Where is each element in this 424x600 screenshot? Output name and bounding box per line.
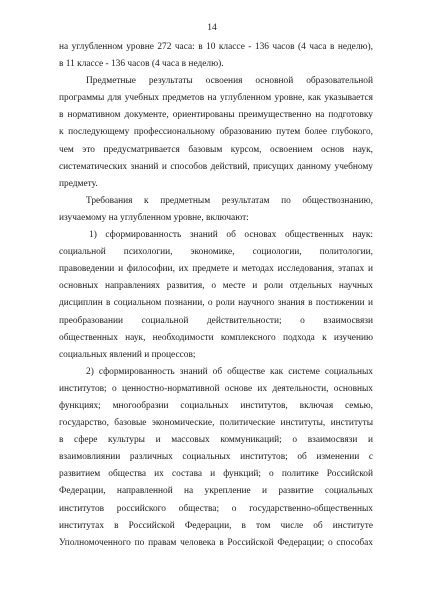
text-line: Предметные результаты освоения основной образовательной	[86, 76, 373, 87]
text-line: к последующему профессиональному образованию путем более глубокого,	[59, 127, 373, 138]
text-line: общественных наук, необходимости комплексного подхода к изучению	[59, 332, 373, 343]
text-line: основных направлениях развития, о месте и роли отдельных научных	[59, 281, 373, 292]
text-line: в 11 классе - 136 часов (4 часа в неделю).	[59, 59, 224, 70]
document-body	[59, 39, 373, 552]
text-line: чем это предусматривается базовым курсом, освоением основ наук,	[59, 144, 373, 155]
text-line: преобразовании социальной действительности; о взаимосвязи	[59, 315, 373, 326]
text-line: изучаемому на углубленном уровне, включают:	[59, 212, 249, 223]
text-line: институтов российского общества; о государственно-общественных	[59, 503, 373, 514]
text-line: на углубленном уровне 272 часа: в 10 классе - 136 часов (4 часа в неделю),	[59, 42, 373, 52]
text-line: институтах в Российской Федерации, в том числе об институте	[59, 520, 373, 531]
text-line: функциях; многообразии социальных институтов, включая семью,	[59, 400, 373, 411]
text-line: в сфере культуры и массовых коммуникаций; о взаимосвязи и	[59, 435, 373, 446]
text-line: 1) сформированность знаний об основах общественных наук:	[89, 230, 373, 241]
text-line: систематических знаний и способов действий, присущих данному учебному	[59, 161, 373, 172]
text-line: в нормативном документе, ориентированы преимущественно на подготовку	[59, 110, 373, 121]
text-line: дисциплин в социальном познании, о роли научного знания в постижении и	[59, 298, 373, 309]
text-line: Требования к предметным результатам по обществознанию,	[86, 195, 373, 206]
text-line: институтов; о ценностно-нормативной основе их деятельности, основных	[59, 383, 373, 394]
text-line: развитием общества их состава и функций; о политике Российской	[59, 469, 373, 480]
page-number: 14	[207, 23, 217, 33]
text-line: предмету.	[59, 178, 98, 189]
text-line: взаимовлиянии различных социальных институтов; об изменении с	[59, 452, 373, 463]
text-line: правоведении и философии, их предмете и методах исследования, этапах и	[59, 264, 373, 275]
text-line: социальной психологии, экономике, социологии, политологии,	[59, 247, 373, 258]
text-line: 2) сформированность знаний об обществе как системе социальных	[86, 366, 373, 377]
text-line: Федерации, направленной на укрепление и развитие социальных	[59, 486, 373, 497]
text-line: Уполномоченного по правам человека в Российской Федерации; о способах	[59, 537, 373, 548]
text-line: социальных явлений и процессов;	[59, 349, 196, 360]
text-line: программы для учебных предметов на углубленном уровне, как указывается	[59, 93, 373, 104]
text-line: государство, базовые экономические, политические институты, институты	[59, 418, 373, 429]
